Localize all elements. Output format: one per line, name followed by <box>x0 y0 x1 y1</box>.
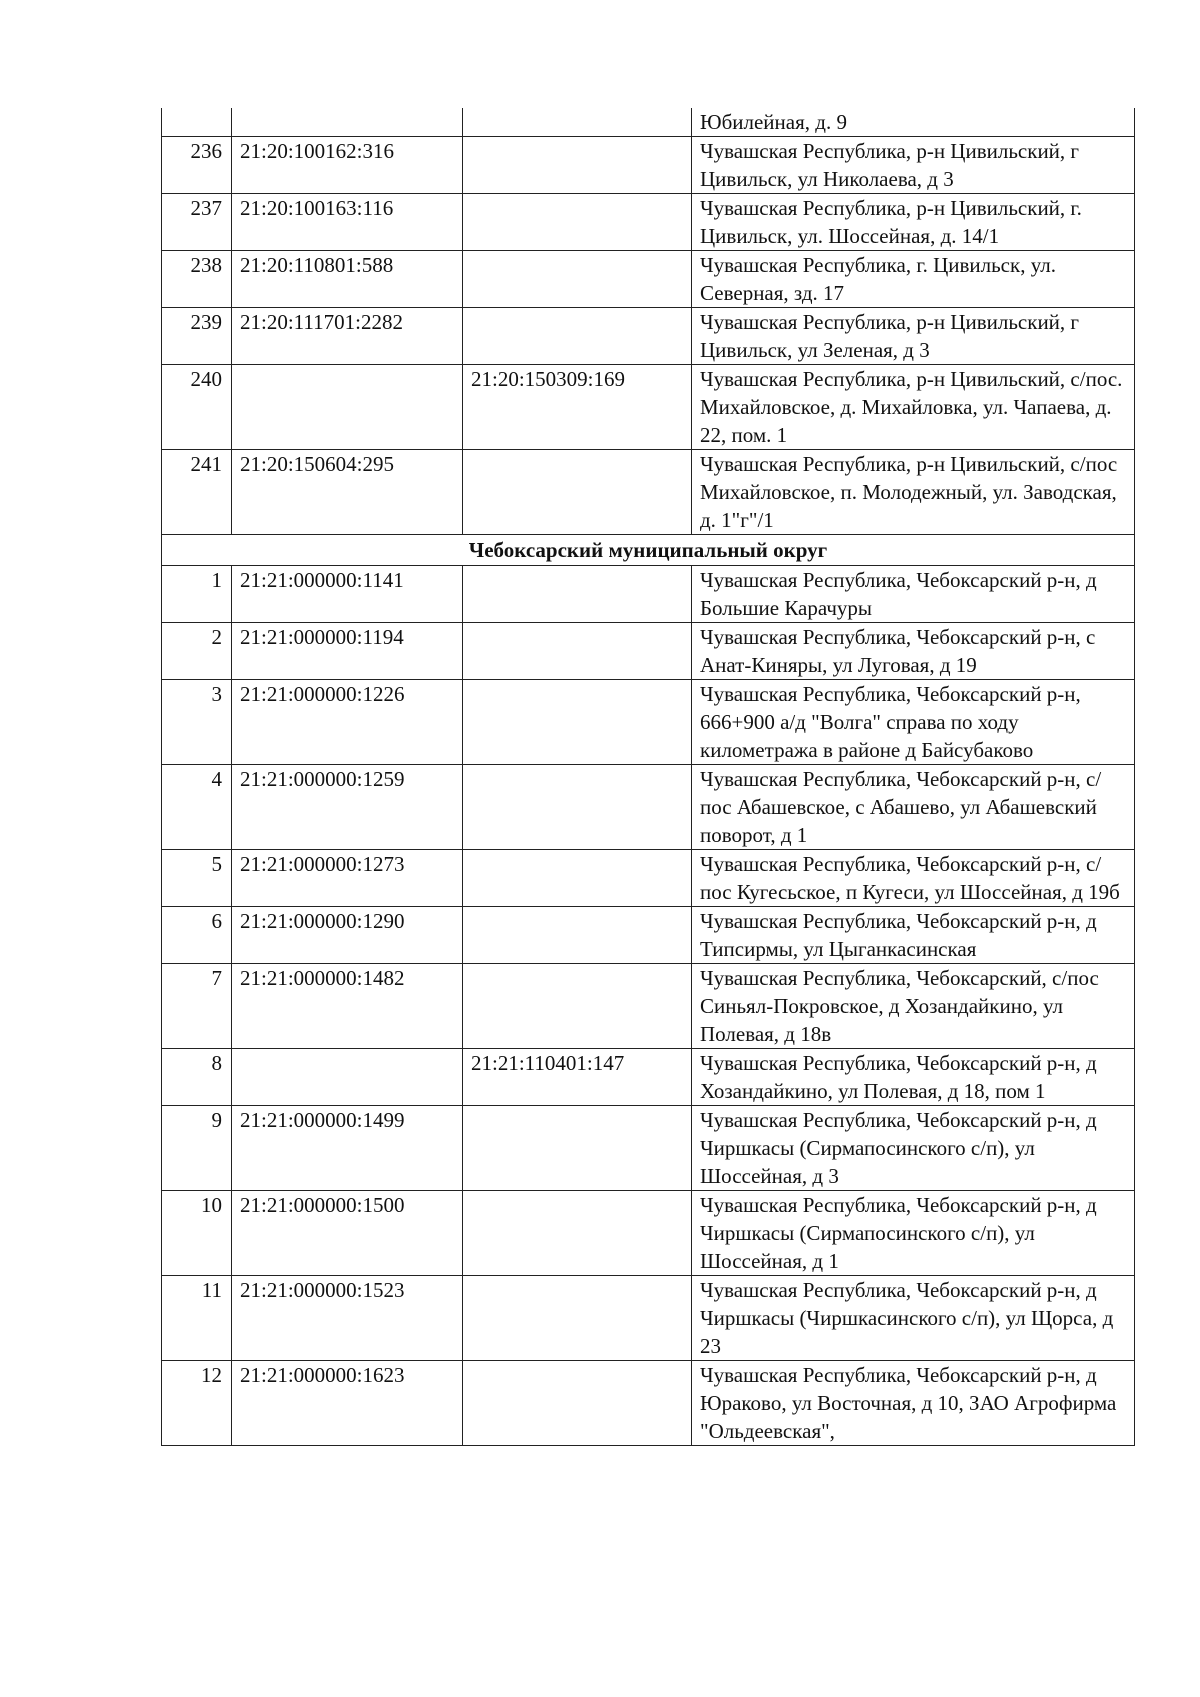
section-title: Чебоксарский муниципальный округ <box>162 535 1135 566</box>
address: Чувашская Республика, Чебоксарский р-н, с/пос Абашевское, с Абашево, ул Абашевский поворот, д 1 <box>692 765 1135 850</box>
cadastral-number: 21:21:000000:1290 <box>232 907 463 964</box>
table-row <box>162 1361 1135 1446</box>
row-number <box>162 108 232 137</box>
cadastral-number <box>232 108 463 137</box>
row-number: 5 <box>162 850 232 907</box>
row-number: 237 <box>162 194 232 251</box>
table-row <box>162 365 1135 450</box>
cadastral-number: 21:20:150604:295 <box>232 450 463 535</box>
row-number: 4 <box>162 765 232 850</box>
cadastral-number: 21:20:100162:316 <box>232 137 463 194</box>
property-table-body <box>162 108 1135 1446</box>
address: Чувашская Республика, Чебоксарский р-н, д Чиршкасы (Чиршкасинского с/п), ул Щорса, д 23 <box>692 1276 1135 1361</box>
cadastral-number-alt <box>463 765 692 850</box>
table-row <box>162 1106 1135 1191</box>
table-row <box>162 566 1135 623</box>
table-row <box>162 1191 1135 1276</box>
cadastral-number-alt <box>463 137 692 194</box>
table-row <box>162 1049 1135 1106</box>
table-row <box>162 108 1135 137</box>
address: Чувашская Республика, р-н Цивильский, г. Цивильск, ул. Шоссейная, д. 14/1 <box>692 194 1135 251</box>
address: Чувашская Республика, Чебоксарский р-н, д Типсирмы, ул Цыганкасинская <box>692 907 1135 964</box>
address: Чувашская Республика, Чебоксарский, с/пос Синьял-Покровское, д Хозандайкино, ул Полевая, д 18в <box>692 964 1135 1049</box>
address: Чувашская Республика, р-н Цивильский, г Цивильск, ул Николаева, д 3 <box>692 137 1135 194</box>
cadastral-number: 21:21:000000:1226 <box>232 680 463 765</box>
cadastral-number-alt <box>463 1276 692 1361</box>
cadastral-number-alt <box>463 450 692 535</box>
cadastral-number-alt <box>463 680 692 765</box>
row-number: 241 <box>162 450 232 535</box>
row-number: 11 <box>162 1276 232 1361</box>
cadastral-number-alt <box>463 308 692 365</box>
table-row <box>162 194 1135 251</box>
address: Юбилейная, д. 9 <box>692 108 1135 137</box>
cadastral-number-alt: 21:20:150309:169 <box>463 365 692 450</box>
row-number: 240 <box>162 365 232 450</box>
address: Чувашская Республика, г. Цивильск, ул. Северная, зд. 17 <box>692 251 1135 308</box>
cadastral-number-alt <box>463 850 692 907</box>
row-number: 12 <box>162 1361 232 1446</box>
address: Чувашская Республика, Чебоксарский р-н, д Юраково, ул Восточная, д 10, ЗАО Агрофирма "Ольдеевская", <box>692 1361 1135 1446</box>
cadastral-number-alt <box>463 1191 692 1276</box>
table-row <box>162 137 1135 194</box>
row-number: 9 <box>162 1106 232 1191</box>
cadastral-number-alt <box>463 566 692 623</box>
cadastral-number: 21:21:000000:1141 <box>232 566 463 623</box>
cadastral-number-alt <box>463 1106 692 1191</box>
row-number: 2 <box>162 623 232 680</box>
cadastral-number: 21:21:000000:1482 <box>232 964 463 1049</box>
row-number: 238 <box>162 251 232 308</box>
row-number: 239 <box>162 308 232 365</box>
cadastral-number: 21:21:000000:1259 <box>232 765 463 850</box>
table-row <box>162 964 1135 1049</box>
cadastral-number <box>232 1049 463 1106</box>
row-number: 7 <box>162 964 232 1049</box>
row-number: 3 <box>162 680 232 765</box>
cadastral-number: 21:21:000000:1623 <box>232 1361 463 1446</box>
cadastral-number: 21:20:100163:116 <box>232 194 463 251</box>
cadastral-number: 21:21:000000:1499 <box>232 1106 463 1191</box>
cadastral-number-alt <box>463 964 692 1049</box>
cadastral-number: 21:21:000000:1523 <box>232 1276 463 1361</box>
address: Чувашская Республика, Чебоксарский р-н, д Чиршкасы (Сирмапосинского с/п), ул Шоссейная, д 1 <box>692 1191 1135 1276</box>
cadastral-number-alt <box>463 1361 692 1446</box>
address: Чувашская Республика, Чебоксарский р-н, д Большие Карачуры <box>692 566 1135 623</box>
table-row <box>162 308 1135 365</box>
address: Чувашская Республика, р-н Цивильский, с/пос. Михайловское, д. Михайловка, ул. Чапаева, д. 22, пом. 1 <box>692 365 1135 450</box>
table-row <box>162 765 1135 850</box>
cadastral-number-alt: 21:21:110401:147 <box>463 1049 692 1106</box>
address: Чувашская Республика, Чебоксарский р-н, с/пос Кугесьское, п Кугеси, ул Шоссейная, д 19б <box>692 850 1135 907</box>
cadastral-number-alt <box>463 623 692 680</box>
cadastral-number-alt <box>463 907 692 964</box>
cadastral-number-alt <box>463 251 692 308</box>
cadastral-number: 21:21:000000:1194 <box>232 623 463 680</box>
address: Чувашская Республика, Чебоксарский р-н, д Чиршкасы (Сирмапосинского с/п), ул Шоссейная, д 3 <box>692 1106 1135 1191</box>
cadastral-number-alt <box>463 108 692 137</box>
address: Чувашская Республика, р-н Цивильский, г Цивильск, ул Зеленая, д 3 <box>692 308 1135 365</box>
table-row <box>162 680 1135 765</box>
address: Чувашская Республика, р-н Цивильский, с/пос Михайловское, п. Молодежный, ул. Заводская, д. 1"г"/1 <box>692 450 1135 535</box>
table-row <box>162 850 1135 907</box>
table-row <box>162 1276 1135 1361</box>
table-row <box>162 623 1135 680</box>
address: Чувашская Республика, Чебоксарский р-н, д Хозандайкино, ул Полевая, д 18, пом 1 <box>692 1049 1135 1106</box>
table-row <box>162 907 1135 964</box>
address: Чувашская Республика, Чебоксарский р-н, 666+900 а/д "Волга" справа по ходу километража в районе д Байсубаково <box>692 680 1135 765</box>
cadastral-number-alt <box>463 194 692 251</box>
table-row <box>162 450 1135 535</box>
address: Чувашская Республика, Чебоксарский р-н, с Анат-Киняры, ул Луговая, д 19 <box>692 623 1135 680</box>
table-row <box>162 251 1135 308</box>
cadastral-number: 21:21:000000:1273 <box>232 850 463 907</box>
cadastral-number <box>232 365 463 450</box>
row-number: 1 <box>162 566 232 623</box>
cadastral-number: 21:20:110801:588 <box>232 251 463 308</box>
row-number: 236 <box>162 137 232 194</box>
row-number: 8 <box>162 1049 232 1106</box>
section-row <box>162 535 1135 566</box>
row-number: 6 <box>162 907 232 964</box>
row-number: 10 <box>162 1191 232 1276</box>
cadastral-number: 21:21:000000:1500 <box>232 1191 463 1276</box>
cadastral-number: 21:20:111701:2282 <box>232 308 463 365</box>
property-table <box>161 108 1135 1446</box>
